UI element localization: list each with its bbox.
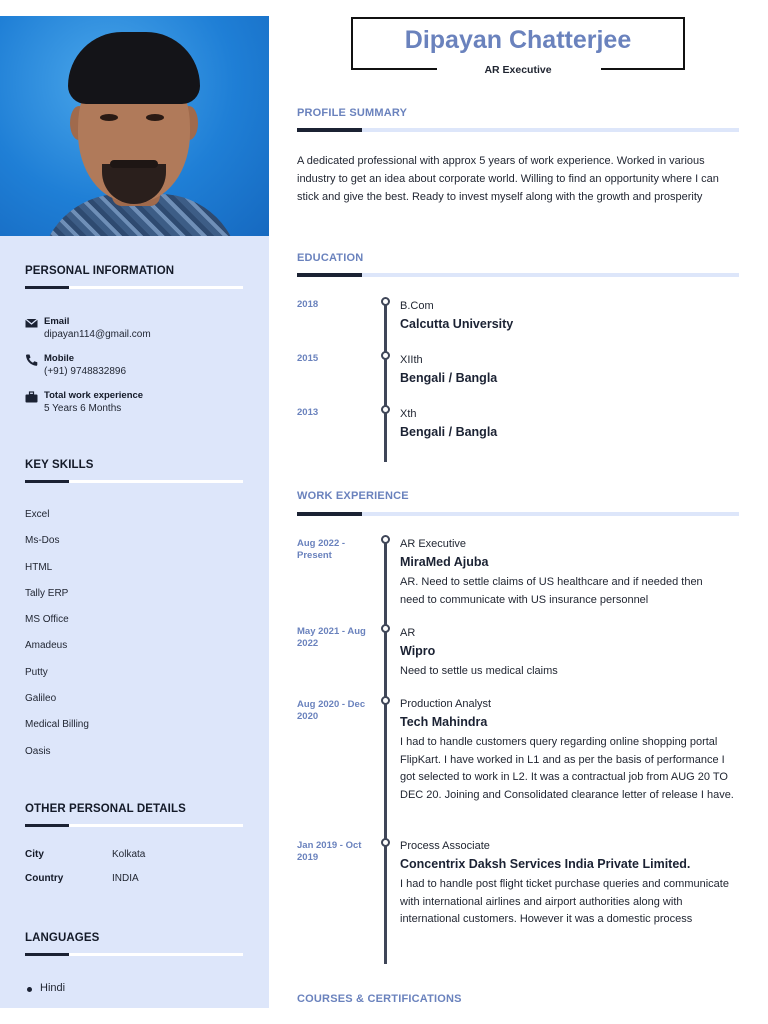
section-divider	[297, 273, 739, 277]
education-title: EDUCATION	[297, 252, 364, 264]
education-year: 2018	[297, 299, 319, 310]
work-item	[400, 626, 742, 681]
work-description: AR. Need to settle claims of US healthcare and if needed then need to communicate with US insurance personnel	[400, 576, 703, 606]
work-dates: Aug 2020 - Dec 2020	[297, 699, 366, 722]
education-year: 2013	[297, 407, 319, 418]
candidate-role: AR Executive	[484, 64, 552, 76]
experience-value: 5 Years 6 Months	[44, 403, 122, 414]
education-year: 2015	[297, 353, 319, 364]
education-timeline	[384, 300, 387, 462]
work-dates: Jan 2019 - Oct 2019	[297, 840, 362, 863]
email-label: Email	[44, 316, 70, 327]
education-degree: XIIth	[400, 354, 423, 366]
work-company: Concentrix Daksh Services India Private Limited.	[400, 857, 691, 871]
detail-value: Kolkata	[112, 849, 146, 860]
mobile-value[interactable]: (+91) 9748832896	[44, 366, 127, 377]
skill-item: Oasis	[25, 745, 51, 757]
education-item	[400, 299, 742, 334]
detail-row-city	[25, 849, 243, 873]
work-description: I had to handle post flight ticket purchase queries and communicate with international airlines and airport authorities along with international customers. However it was a domestic process	[400, 878, 729, 926]
skill-item: Putty	[25, 666, 48, 678]
section-divider	[25, 824, 243, 827]
sidebar	[0, 16, 269, 1008]
work-description: I had to handle customers query regarding online shopping portal FlipKart. I have worked in L1 and as per the basis of performance I got selected to work in L2. It was a contractual job from AUG 20 TO DEC 20. Joining and Consolidated clearance letter of release I have.	[400, 736, 734, 802]
profile-summary-title: PROFILE SUMMARY	[297, 107, 408, 119]
languages-title: LANGUAGES	[25, 932, 100, 944]
timeline-dot	[381, 838, 390, 847]
work-position: AR	[400, 627, 416, 639]
section-divider	[25, 286, 243, 289]
work-company: MiraMed Ajuba	[400, 555, 489, 569]
language-item: Hindi	[25, 982, 243, 994]
section-divider	[297, 128, 739, 132]
education-institute: Bengali / Bangla	[400, 425, 498, 439]
timeline-dot	[381, 297, 390, 306]
email-icon	[25, 317, 38, 329]
skill-item: Amadeus	[25, 640, 68, 652]
work-company: Wipro	[400, 644, 436, 658]
work-position: Process Associate	[400, 840, 490, 852]
education-degree: Xth	[400, 408, 417, 420]
section-divider	[25, 953, 243, 956]
timeline-dot	[381, 351, 390, 360]
timeline-dot	[381, 405, 390, 414]
detail-value: INDIA	[112, 873, 139, 884]
education-institute: Calcutta University	[400, 317, 514, 331]
timeline-dot	[381, 535, 390, 544]
timeline-dot	[381, 696, 390, 705]
work-description: Need to settle us medical claims	[400, 665, 558, 677]
detail-key: City	[25, 849, 44, 860]
personal-information-section	[25, 265, 243, 427]
email-value[interactable]: dipayan114@gmail.com	[44, 329, 151, 340]
section-divider	[297, 512, 739, 516]
work-timeline	[384, 540, 387, 964]
mobile-label: Mobile	[44, 353, 75, 364]
work-company: Tech Mahindra	[400, 715, 488, 729]
skill-item: Tally ERP	[25, 587, 69, 599]
phone-icon	[25, 354, 38, 366]
skill-item: Excel	[25, 509, 50, 520]
timeline-dot	[381, 624, 390, 633]
profile-photo	[0, 16, 269, 236]
work-dates: May 2021 - Aug 2022	[297, 626, 366, 649]
skill-item: MS Office	[25, 614, 69, 626]
work-item	[400, 697, 742, 805]
work-item	[400, 537, 742, 609]
contact-email	[25, 316, 243, 342]
contact-experience	[25, 390, 243, 416]
detail-row-country	[25, 873, 243, 897]
personal-information-title: PERSONAL INFORMATION	[25, 265, 175, 277]
skill-item: Medical Billing	[25, 719, 89, 731]
other-details-section	[25, 803, 243, 897]
detail-key: Country	[25, 873, 64, 884]
work-item	[400, 839, 742, 929]
skills-list	[25, 508, 243, 763]
experience-label: Total work experience	[44, 390, 144, 401]
candidate-name: Dipayan Chatterjee	[404, 26, 632, 54]
skill-item: Ms-Dos	[25, 535, 60, 547]
key-skills-title: KEY SKILLS	[25, 459, 94, 471]
skill-item: Galileo	[25, 693, 57, 705]
education-item	[400, 353, 742, 388]
languages-section	[25, 932, 243, 994]
name-frame	[351, 17, 685, 70]
courses-title: COURSES & CERTIFICATIONS	[297, 993, 462, 1005]
work-dates: Aug 2022 - Present	[297, 538, 346, 561]
profile-summary-text: A dedicated professional with approx 5 years of work experience. Worked in various industry to get an idea about corporate world. Willing to find an opportunity where I can stick and give the best. Ready to invest myself along with the growth and prosperity	[297, 155, 719, 203]
work-position: AR Executive	[400, 538, 467, 550]
work-position: Production Analyst	[400, 698, 492, 710]
education-degree: B.Com	[400, 300, 434, 312]
education-institute: Bengali / Bangla	[400, 371, 498, 385]
key-skills-section	[25, 459, 243, 763]
work-experience-title: WORK EXPERIENCE	[297, 490, 409, 502]
other-details-title: OTHER PERSONAL DETAILS	[25, 803, 186, 815]
section-divider	[25, 480, 243, 483]
skill-item: HTML	[25, 561, 53, 573]
contact-mobile	[25, 353, 243, 379]
briefcase-icon	[25, 391, 38, 403]
education-item	[400, 407, 742, 442]
